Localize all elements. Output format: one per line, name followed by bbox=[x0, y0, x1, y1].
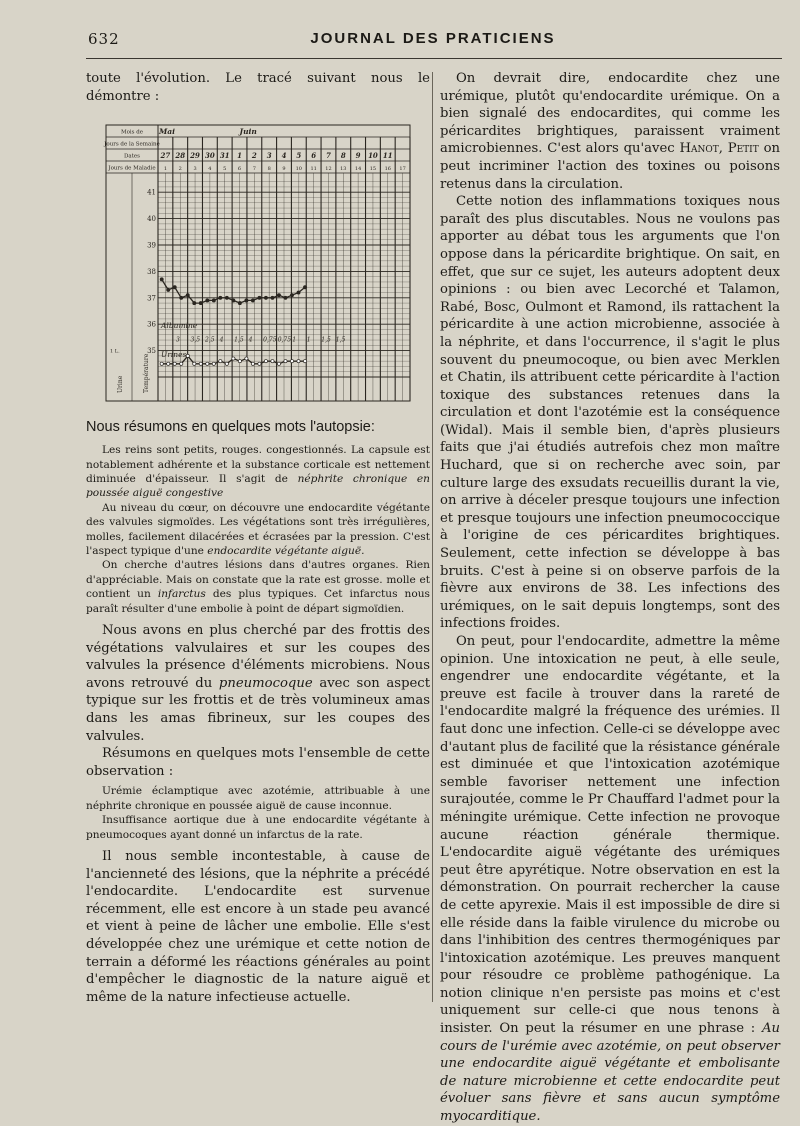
final-conclusion: Au cours de l'urémie avec azotémie, on peut observer une endocardite aiguë végétante et embolisante de nature microbienne et cette endocardite peut évoluer sans fièvre et sans aucun symptôme myocarditique. bbox=[440, 1021, 780, 1125]
toxic-inflammation-paragraph: Cette notion des inflammations toxiques nous paraît des plus discutables. Nous ne voulons pas apporter au débat tous les arguments que l'on oppose dans la péricardite brightique. On sait, en effet, que sur ce sujet, les auteurs adoptent deux opinions : ou bien avec Lecorché et Talamon, Rabé, Bosc, Oulmont et Ramond, ils rattachent la péricardite à une action microbienne, associée à la néphrite, et dans l'occurrence, il s'agit le plus souvent du pneumocoque, ou bien avec Merklen et Chatin, ils attribuent cette péricardite à l'action toxique des substances retenues dans la circulation et dont l'azotémie est la conséquence (Widal). Mais il semble bien, d'après plusieurs faits que j'ai étudiés autrefois chez mon maître Huchard, que si on recherche avec soin, par culture large des exsudats recueillis durant la vie, on arrive à déceler presque toujours une infection et presque toujours une infection pneumococcique à l'origine de ces péricardites brightiques. Seulement, cette infection se développe à bas bruits. C'est à peine si on observe parfois de la fièvre aux environs de 38. Les infections des urémiques, on le sait depuis longtemps, sont des infections froides. bbox=[440, 194, 780, 632]
y-tick-label: 39 bbox=[147, 241, 156, 250]
illness-day-label: 5 bbox=[223, 166, 227, 173]
heart-text: Au niveau du cœur, on découvre une endocardite végétante des valvules sigmoïdes. Les végétations sont très irrégulières, molles, facilement dilacérées et écrasées par la pression. C'est l'aspect typique d'une bbox=[86, 501, 430, 558]
autopsy-kidneys bbox=[86, 443, 430, 501]
urine-point bbox=[238, 360, 241, 363]
final-paragraph bbox=[440, 633, 780, 1126]
temperature-point bbox=[245, 299, 248, 302]
page-number: 632 bbox=[88, 30, 120, 48]
temperature-point bbox=[167, 288, 170, 291]
urine-point bbox=[264, 360, 267, 363]
y-tick-label: 41 bbox=[147, 188, 156, 197]
y-tick-label: 37 bbox=[147, 294, 156, 303]
urine-point bbox=[303, 360, 306, 363]
urines-label: Urines bbox=[161, 350, 187, 360]
urine-point bbox=[193, 362, 196, 365]
urine-point bbox=[271, 360, 274, 363]
temperature-point bbox=[160, 278, 163, 281]
date-label: 11 bbox=[382, 151, 393, 161]
date-label: 2 bbox=[251, 151, 257, 161]
temperature-point bbox=[251, 299, 254, 302]
illness-day-label: 12 bbox=[325, 166, 332, 173]
temperature-point bbox=[173, 286, 176, 289]
illness-day-label: 15 bbox=[369, 166, 377, 173]
temperature-point bbox=[225, 296, 228, 299]
urine-point bbox=[173, 362, 176, 365]
albumin-value: 0,75 bbox=[277, 336, 292, 344]
date-label: 30 bbox=[205, 151, 215, 161]
temperature-point bbox=[199, 302, 202, 305]
summary-uremia: Urémie éclamptique avec azotémie, attribuable à une néphrite chronique en poussée aiguë de cause inconnue. bbox=[86, 785, 430, 812]
column-divider bbox=[432, 72, 433, 1002]
right-column bbox=[440, 70, 780, 1126]
spleen-text-end: des plus typiques. Cet infarctus nous paraît résulter d'une embolie à point de départ sigmoïdien. bbox=[86, 588, 430, 615]
temperature-point bbox=[232, 299, 235, 302]
albumin-label: Albumine bbox=[161, 321, 198, 331]
illness-day-label: 8 bbox=[267, 166, 271, 173]
illness-day-label: 7 bbox=[252, 166, 256, 173]
infarctus-term: infarctus bbox=[157, 588, 206, 601]
autopsy-heading: Nous résumons en quelques mots l'autopsie: bbox=[86, 419, 375, 436]
page-header bbox=[88, 30, 778, 52]
temperature-point bbox=[212, 299, 215, 302]
temperature-point bbox=[271, 296, 274, 299]
illness-day-label: 11 bbox=[310, 166, 317, 173]
temperature-point bbox=[238, 302, 241, 305]
temperature-point bbox=[219, 296, 222, 299]
urine-point bbox=[245, 357, 248, 360]
urine-point bbox=[186, 354, 189, 357]
header-row-label: Mois de bbox=[120, 129, 144, 136]
illness-day-label: 1 bbox=[163, 166, 168, 173]
temperature-point bbox=[258, 296, 261, 299]
header-row-label: Jours de la Semaine bbox=[104, 141, 160, 148]
date-label: 6 bbox=[311, 151, 317, 161]
temperature-point bbox=[277, 294, 280, 297]
albumin-value: 1 bbox=[306, 336, 311, 344]
date-label: 8 bbox=[340, 151, 346, 161]
y-tick-label: 40 bbox=[147, 215, 156, 224]
urine-point bbox=[277, 362, 280, 365]
albumin-value: 0,75 bbox=[263, 336, 277, 344]
header-row-label: Dates bbox=[124, 153, 140, 160]
illness-day-label: 3 bbox=[193, 166, 197, 173]
date-label: 10 bbox=[368, 151, 378, 161]
albumin-value: 3,5 bbox=[190, 336, 201, 344]
y-tick-label: 35 bbox=[147, 347, 156, 356]
urine-point bbox=[180, 362, 183, 365]
date-label: 28 bbox=[175, 151, 186, 161]
urine-point bbox=[199, 362, 202, 365]
illness-day-label: 4 bbox=[208, 166, 212, 173]
illness-day-label: 6 bbox=[237, 166, 242, 173]
illness-day-label: 13 bbox=[340, 166, 347, 173]
frottis-text: Nous avons en plus cherché par des frottis des végétations valvulaires et sur les coupes des valvules la présence d'éléments microbiens. Nous avons retrouvé du bbox=[86, 623, 430, 691]
temperature-point bbox=[186, 294, 189, 297]
kidneys-text: Les reins sont petits, rouges. congestionnés. La capsule est notablement adhérente et la substance corticale est nettement diminuée d'épaisseur. Il s'agit de bbox=[86, 444, 430, 485]
temperature-axis-label: Température bbox=[143, 353, 150, 394]
illness-day-label: 16 bbox=[384, 166, 391, 173]
date-label: 4 bbox=[281, 151, 287, 161]
author-petit: Petit bbox=[727, 141, 759, 157]
author-separator: , bbox=[718, 141, 728, 157]
date-label: 31 bbox=[219, 151, 230, 161]
pneumocoque-term: pneumocoque bbox=[218, 675, 313, 691]
urine-axis-label: Urine bbox=[117, 375, 124, 394]
month-label: Juin bbox=[239, 127, 257, 137]
albumin-value: 1,5 bbox=[234, 336, 244, 344]
urine-point bbox=[225, 362, 228, 365]
temperature-point bbox=[180, 296, 183, 299]
month-label: Mai bbox=[159, 127, 176, 137]
albumin-value: 3 bbox=[176, 336, 180, 344]
endocarditis-text: On devrait dire, endocardite chez une urémique, plutôt qu'endocardite urémique. On a bien signalé des endocardites, qui comme les péricardites brightiques, paraissent vraiment amicrobiennes. C'est alors qu'avec bbox=[440, 71, 780, 157]
illness-day-label: 14 bbox=[354, 166, 362, 173]
urine-scale-label: 1 L. bbox=[110, 348, 120, 355]
author-hanot: Hanot bbox=[679, 141, 719, 157]
temperature-point bbox=[193, 302, 196, 305]
temperature-point bbox=[284, 296, 287, 299]
date-label: 29 bbox=[190, 151, 200, 161]
illness-day-label: 17 bbox=[399, 166, 406, 173]
urine-point bbox=[251, 362, 254, 365]
temperature-point bbox=[206, 299, 209, 302]
albumin-value: 2,5 bbox=[205, 336, 215, 344]
urine-point bbox=[167, 362, 170, 365]
temperature-chart bbox=[96, 111, 416, 411]
temperature-point bbox=[264, 296, 267, 299]
albumin-value: 1,5 bbox=[335, 336, 346, 344]
y-tick-label: 36 bbox=[147, 320, 156, 329]
albumin-value: 1 bbox=[292, 336, 297, 344]
urine-point bbox=[160, 362, 163, 365]
temperature-point bbox=[297, 291, 300, 294]
kidneys-diagnosis: néphrite chronique en poussée aiguë congestive bbox=[86, 473, 430, 500]
date-label: 3 bbox=[266, 151, 272, 161]
left-column bbox=[86, 70, 430, 1006]
illness-day-label: 10 bbox=[295, 166, 303, 173]
date-label: 7 bbox=[326, 151, 331, 161]
temperature-point bbox=[290, 294, 293, 297]
endocarditis-paragraph bbox=[440, 70, 780, 193]
chart-svg bbox=[96, 111, 416, 411]
albumin-value: 1,5 bbox=[321, 336, 331, 344]
date-label: 27 bbox=[160, 151, 171, 161]
urine-point bbox=[258, 362, 261, 365]
illness-day-label: 2 bbox=[178, 166, 182, 173]
autopsy-heart bbox=[86, 501, 430, 559]
date-label: 5 bbox=[296, 151, 302, 161]
conclusion-paragraph: Il nous semble incontestable, à cause de l'ancienneté des lésions, que la néphrite a précédé l'endocardite. L'endocardite est survenue récemment, elle est encore à un stade peu avancé et vient à peine de lâcher une embolie. Elle s'est développée chez une urémique et cette notion de terrain a déformé les réactions générales au point d'empêcher le diagnostic de la nature aiguë et même de la nature infectieuse actuelle. bbox=[86, 849, 430, 1005]
illness-day-label: 9 bbox=[282, 166, 286, 173]
frottis-text-end: avec son aspect typique sur les frottis et de très volumineux amas dans les amas fibrineux, sur les coupes des valvules. bbox=[86, 675, 430, 744]
urine-point bbox=[297, 360, 300, 363]
frottis-paragraph bbox=[86, 622, 430, 745]
summary-heading: Résumons en quelques mots l'ensemble de cette observation : bbox=[86, 746, 430, 779]
albumin-value: 4 bbox=[248, 336, 253, 344]
heart-diagnosis: endocardite végétante aiguë. bbox=[207, 545, 365, 558]
y-tick-label: 38 bbox=[147, 268, 156, 277]
header-row-label: Jours de Maladie bbox=[108, 165, 156, 172]
intro-paragraph: toute l'évolution. Le tracé suivant nous le démontre : bbox=[86, 71, 430, 104]
header-rule bbox=[86, 58, 782, 59]
urine-point bbox=[284, 360, 287, 363]
urine-point bbox=[212, 362, 215, 365]
urine-point bbox=[219, 360, 222, 363]
autopsy-spleen bbox=[86, 558, 430, 616]
urine-point bbox=[232, 357, 235, 360]
date-label: 1 bbox=[237, 151, 242, 161]
endocarditis-text-end: on peut incriminer l'action des toxines ou poisons retenus dans la circulation. bbox=[440, 141, 781, 192]
final-text: On peut, pour l'endocardite, admettre la même opinion. Une intoxication ne peut, à elle seule, engendrer une endocardite végétante, et la preuve est facile à trouver dans la rareté de l'endocardite malgré la fréquence des urémies. Il faut donc une infection. Celle-ci se développe avec d'autant plus de facilité que la résistance générale est diminuée et que l'intoxication azotémique semble favoriser nettement une infection surajoutée, comme le Pr Chauffard l'admet pour la méningite urémique. Cette infection ne provoque aucune réaction générale thermique. L'endocardite aiguë végétante des urémiques peut être apyrétique. Notre observation en est la démonstration. On pourrait rechercher la cause de cette apyrexie. Mais il est impossible de dire si elle réside dans la faible virulence du microbe ou dans l'inhibition des centres thermogéniques par l'intoxication azotémique. Les preuves manquent pour résoudre ce problème pathogénique. La notion clinique n'en persiste pas moins et c'est uniquement sur celle-ci que nous tenons à insister. On peut la résumer en une phrase : bbox=[440, 634, 780, 1037]
urine-point bbox=[290, 360, 293, 363]
date-label: 9 bbox=[355, 151, 361, 161]
spleen-text: On cherche d'autres lésions dans d'autres organes. Rien d'appréciable. Mais on constate que la rate est grosse. molle et contient un bbox=[86, 559, 430, 601]
summary-insufficiency: Insuffisance aortique due à une endocardite végétante à pneumocoques ayant donné un infarctus de la rate. bbox=[86, 814, 430, 841]
running-head: JOURNAL DES PRATICIENS bbox=[310, 30, 556, 47]
albumin-value: 4 bbox=[219, 336, 224, 344]
temperature-point bbox=[303, 286, 306, 289]
urine-point bbox=[206, 362, 209, 365]
